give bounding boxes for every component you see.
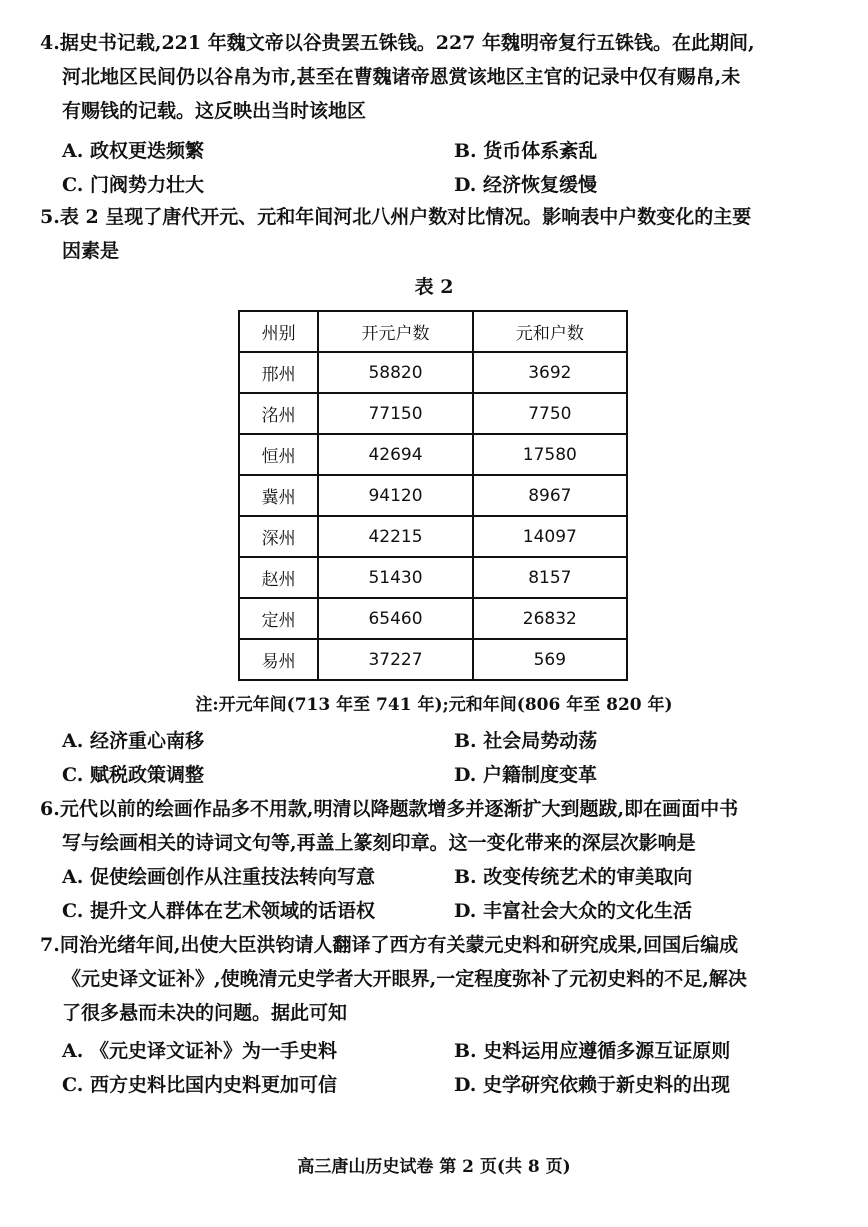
household-table: [238, 310, 628, 681]
cell-yuanhe: 7750: [473, 393, 627, 434]
question-6-line-1: 6.元代以前的绘画作品多不用款,明清以降题款增多并逐渐扩大到题跋,即在画面中书: [40, 798, 739, 820]
cell-prefecture: 恒州: [239, 434, 318, 475]
question-5-option-b[interactable]: B. 社会局势动荡: [454, 730, 598, 752]
cell-prefecture: 定州: [239, 598, 318, 639]
question-5-option-d[interactable]: D. 户籍制度变革: [454, 764, 598, 786]
cell-prefecture: 邢州: [239, 352, 318, 393]
cell-prefecture: 深州: [239, 516, 318, 557]
question-4-option-b[interactable]: B. 货币体系紊乱: [454, 140, 598, 162]
cell-kaiyuan: 42694: [318, 434, 472, 475]
question-7: [40, 928, 830, 1030]
cell-yuanhe: 569: [473, 639, 627, 680]
table-row: [239, 598, 627, 639]
question-7-option-a[interactable]: A. 《元史译文证补》为一手史料: [62, 1040, 337, 1062]
cell-prefecture: 洺州: [239, 393, 318, 434]
cell-kaiyuan: 37227: [318, 639, 472, 680]
header-kaiyuan: 开元户数: [318, 311, 472, 352]
question-5-line-1: 5.表 2 呈现了唐代开元、元和年间河北八州户数对比情况。影响表中户数变化的主要: [40, 206, 752, 228]
question-7-line-3: 了很多悬而未决的问题。据此可知: [62, 1002, 348, 1024]
question-7-option-c[interactable]: C. 西方史料比国内史料更加可信: [62, 1074, 338, 1096]
cell-kaiyuan: 58820: [318, 352, 472, 393]
cell-kaiyuan: 65460: [318, 598, 472, 639]
question-4-line-2: 河北地区民间仍以谷帛为市,甚至在曹魏诸帝恩赏该地区主官的记录中仅有赐帛,未: [62, 66, 741, 88]
cell-yuanhe: 8967: [473, 475, 627, 516]
question-6-option-c[interactable]: C. 提升文人群体在艺术领域的话语权: [62, 900, 376, 922]
table-caption: 表 2: [414, 276, 454, 298]
table-header-row: [239, 311, 627, 352]
table-row: [239, 639, 627, 680]
question-5: [40, 200, 830, 268]
cell-prefecture: 冀州: [239, 475, 318, 516]
question-6-option-a[interactable]: A. 促使绘画创作从注重技法转向写意: [62, 866, 375, 888]
table-row: [239, 557, 627, 598]
table-row: [239, 352, 627, 393]
cell-yuanhe: 26832: [473, 598, 627, 639]
question-6-line-2: 写与绘画相关的诗词文句等,再盖上篆刻印章。这一变化带来的深层次影响是: [62, 832, 696, 854]
cell-prefecture: 赵州: [239, 557, 318, 598]
cell-kaiyuan: 77150: [318, 393, 472, 434]
question-4-line-3: 有赐钱的记载。这反映出当时该地区: [62, 100, 367, 122]
question-4-option-c[interactable]: C. 门阀势力壮大: [62, 174, 205, 196]
table-row: [239, 434, 627, 475]
cell-kaiyuan: 94120: [318, 475, 472, 516]
question-6-option-b[interactable]: B. 改变传统艺术的审美取向: [454, 866, 693, 888]
question-4: [40, 26, 830, 128]
cell-yuanhe: 8157: [473, 557, 627, 598]
question-7-option-b[interactable]: B. 史料运用应遵循多源互证原则: [454, 1040, 731, 1062]
question-7-line-2: 《元史译文证补》,使晚清元史学者大开眼界,一定程度弥补了元初史料的不足,解决: [62, 968, 747, 990]
question-7-line-1: 7.同治光绪年间,出使大臣洪钧请人翻译了西方有关蒙元史料和研究成果,回国后编成: [40, 934, 739, 956]
page-footer: 高三唐山历史试卷 第 2 页(共 8 页): [297, 1157, 571, 1177]
cell-prefecture: 易州: [239, 639, 318, 680]
question-6-option-d[interactable]: D. 丰富社会大众的文化生活: [454, 900, 693, 922]
table-row: [239, 393, 627, 434]
cell-yuanhe: 14097: [473, 516, 627, 557]
table-row: [239, 516, 627, 557]
header-yuanhe: 元和户数: [473, 311, 627, 352]
cell-kaiyuan: 51430: [318, 557, 472, 598]
cell-yuanhe: 17580: [473, 434, 627, 475]
cell-kaiyuan: 42215: [318, 516, 472, 557]
question-4-line-1: 4.据史书记载,221 年魏文帝以谷贵罢五铢钱。227 年魏明帝复行五铢钱。在此期间,: [40, 32, 755, 54]
question-5-option-c[interactable]: C. 赋税政策调整: [62, 764, 205, 786]
table-note: 注:开元年间(713 年至 741 年);元和年间(806 年至 820 年): [195, 695, 673, 715]
question-6: [40, 792, 830, 860]
question-4-option-d[interactable]: D. 经济恢复缓慢: [454, 174, 598, 196]
cell-yuanhe: 3692: [473, 352, 627, 393]
header-prefecture: 州别: [239, 311, 318, 352]
question-5-line-2: 因素是: [62, 240, 120, 262]
question-7-option-d[interactable]: D. 史学研究依赖于新史料的出现: [454, 1074, 731, 1096]
question-5-option-a[interactable]: A. 经济重心南移: [62, 730, 204, 752]
table-row: [239, 475, 627, 516]
question-4-option-a[interactable]: A. 政权更迭频繁: [62, 140, 204, 162]
